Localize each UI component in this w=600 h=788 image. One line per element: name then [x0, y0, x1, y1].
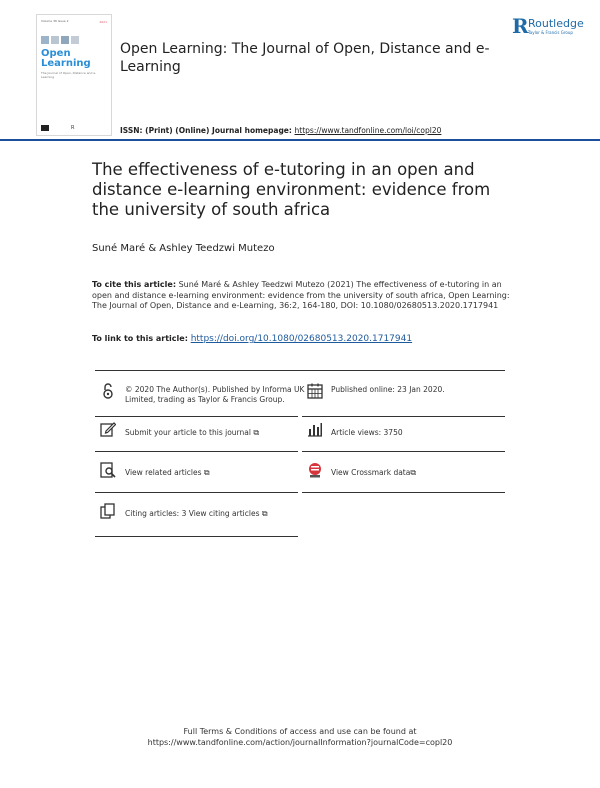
cover-logos: R: [41, 125, 74, 131]
footer-terms: Full Terms & Conditions of access and use can be found at: [183, 727, 417, 736]
doi-link[interactable]: https://doi.org/10.1080/02680513.2020.1717941: [190, 334, 413, 344]
footer-url[interactable]: https://www.tandfonline.com/action/journalInformation?journalCode=copl20: [147, 738, 453, 747]
cover-year: 2021: [99, 20, 107, 24]
header-rule: [0, 139, 600, 141]
article-views: Article views: 3750: [331, 428, 403, 437]
cover-subtitle: The Journal of Open, Distance and e-Learning: [41, 71, 97, 79]
footer: [0, 726, 600, 748]
publisher-name: Routledge: [528, 17, 584, 30]
submit-article-link[interactable]: Submit your article to this journal ⧉: [125, 428, 260, 437]
cover-volume: Volume 36 Issue 2: [41, 19, 69, 23]
bar-chart-icon: [307, 421, 323, 437]
cover-tiles: [41, 36, 79, 44]
publisher-tagline: Taylor & Francis Group: [528, 30, 573, 35]
crossmark-link[interactable]: View Crossmark data⧉: [331, 468, 417, 477]
journal-title[interactable]: Open Learning: The Journal of Open, Distance and e-Learning: [120, 41, 490, 75]
info-rule: [95, 492, 298, 493]
crossmark-icon: [307, 462, 323, 478]
related-articles-link[interactable]: View related articles ⧉: [125, 468, 210, 477]
info-rule: [302, 416, 505, 417]
citing-articles-link[interactable]: Citing articles: 3 View citing articles ⧉: [125, 509, 268, 518]
info-rule: [302, 492, 505, 493]
journal-cover: [36, 14, 112, 136]
article-link-line: [92, 334, 412, 344]
cover-title: Open Learning: [41, 48, 91, 69]
issn-label: ISSN: (Print) (Online) Journal homepage:: [120, 126, 295, 135]
citing-articles-icon: [100, 503, 116, 519]
article-authors: Suné Maré & Ashley Teedzwi Mutezo: [92, 243, 275, 254]
external-link-icon: ⧉: [203, 468, 210, 477]
issn-line: [120, 126, 441, 135]
published-date: Published online: 23 Jan 2020.: [331, 385, 445, 394]
open-access-icon: [100, 383, 116, 399]
external-link-icon: ⧉: [410, 468, 417, 477]
related-articles-icon: [100, 462, 116, 478]
citation-label: To cite this article:: [92, 280, 177, 289]
journal-homepage-link[interactable]: https://www.tandfonline.com/loi/copl20: [294, 126, 442, 135]
info-bottom-rule: [95, 536, 298, 537]
link-label: To link to this article:: [92, 334, 191, 343]
info-rule: [302, 451, 505, 452]
citation: [92, 280, 512, 312]
info-top-rule: [95, 370, 505, 371]
routledge-r-icon: R: [512, 14, 529, 38]
license-text: © 2020 The Author(s). Published by Informa UK Limited, trading as Taylor & Francis Group.: [125, 385, 305, 404]
edit-icon: [100, 421, 116, 437]
external-link-icon: ⧉: [261, 509, 268, 518]
article-title: The effectiveness of e-tutoring in an open and distance e-learning environment: evidence from the university of south africa: [92, 160, 491, 219]
citation-text: Suné Maré & Ashley Teedzwi Mutezo (2021) The effectiveness of e-tutoring in an open and distance e-learning environment: evidence from the university of south africa, Open Learning: The Journal of Open, Distance and e-Learning, 36:2, 164-180, DOI: 10.1080/02680513.2020.1717941: [92, 280, 510, 310]
info-rule: [95, 416, 298, 417]
external-link-icon: ⧉: [253, 428, 260, 437]
calendar-icon: [307, 383, 323, 399]
info-rule: [95, 451, 298, 452]
